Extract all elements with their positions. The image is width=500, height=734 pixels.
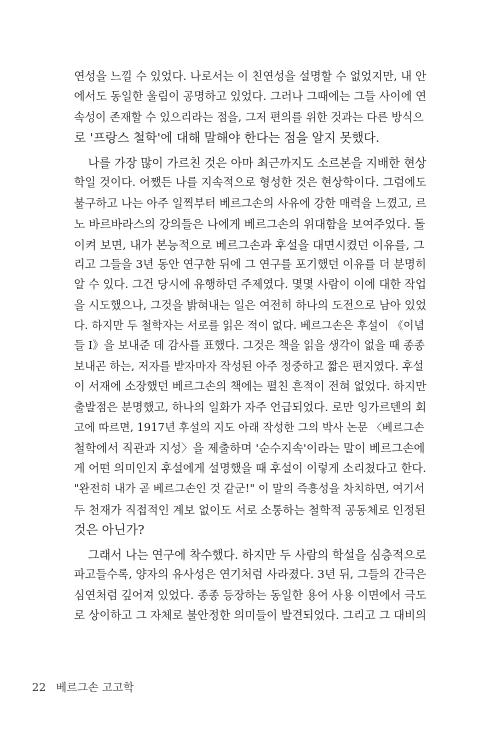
text-line: 학일 것이다. 어쨌든 나를 지속적으로 형성한 것은 현상학이다. 그럼에도	[74, 176, 427, 190]
text-line: 리고 그들을 3년 동안 연구한 뒤에 그 연구를 포기했던 이유를 더 분명히	[74, 257, 427, 271]
text-line: 다. 하지만 두 철학자는 서로를 읽은 적이 없다. 베르그손은 후설이 《이념	[74, 319, 425, 333]
text-line: 게 어떤 의미인지 후설에게 설명했을 때 후설이 이렇게 소리쳤다고 한다.	[74, 461, 427, 475]
text-line: 파고들수록, 양자의 유사성은 연기처럼 사라졌다. 3년 뒤, 그들의 간극은	[74, 568, 427, 582]
book-title: 베르그손 고고학	[56, 681, 134, 694]
paragraph-3	[74, 545, 426, 627]
paragraph-1	[74, 67, 426, 149]
text-line: 고에 따르면, 1917년 후설의 지도 아래 작성한 그의 박사 논문 〈베르그손	[74, 421, 425, 435]
text-line: 이 서재에 소장했던 베르그손의 책에는 펼친 흔적이 전혀 없었다. 하지만	[74, 380, 427, 394]
page-footer	[32, 681, 134, 695]
text-line: 두 천재가 직접적인 계보 없이도 서로 소통하는 철학적 공동체로 인정된	[74, 502, 426, 517]
text-line: "완전히 내가 곧 베르그손인 것 같군!" 이 말의 즉흥성을 차치하면, 여기서	[74, 482, 425, 496]
text-line: 심연처럼 깊어져 있었다. 종종 등장하는 동일한 용어 사용 이면에서 극도	[74, 588, 427, 602]
paragraph-2	[74, 153, 426, 540]
text-line: 로 '프랑스 철학'에 대해 말해야 한다는 점을 알지 못했다.	[74, 130, 380, 146]
page-body	[74, 67, 426, 626]
text-line: 보내곤 하는, 저자를 받자마자 작성된 아주 정중하고 짧은 편지였다. 후설	[74, 359, 424, 373]
text-line: 나를 가장 많이 가르친 것은 아마 최근까지도 소르본을 지배한 현상	[88, 155, 427, 170]
text-line: 그래서 나는 연구에 착수했다. 하지만 두 사람의 학설을 심층적으로	[88, 547, 427, 562]
text-line: 철학에서 직관과 지성〉을 제출하며 '순수지속'이라는 말이 베르그손에	[74, 441, 425, 456]
text-line: 불구하고 나는 아주 일찍부터 베르그손의 사유에 강한 매력을 느꼈고, 르	[74, 196, 427, 210]
page-number: 22	[32, 681, 46, 694]
text-line: 에서도 동일한 울림이 공명하고 있었다. 그러나 그때에는 그들 사이에 연	[74, 90, 427, 104]
text-line: 노 바르바라스의 강의들은 나에게 베르그손의 위대함을 보여주었다. 돌	[74, 217, 426, 232]
text-line: 을 시도했으나, 그것을 밝혀내는 일은 여전히 하나의 도전으로 남아 있었	[74, 298, 427, 312]
text-line: 들 I》을 보내준 데 감사를 표했다. 그것은 책을 읽을 생각이 없을 때 종종	[74, 339, 425, 353]
text-line: 연성을 느낄 수 있었다. 나로서는 이 친연성을 설명할 수 없었지만, 내 안	[74, 70, 427, 83]
text-line: 것은 아닌가?	[74, 521, 145, 537]
text-line: 이켜 보면, 내가 본능적으로 베르그손과 후설을 대면시켰던 이유를, 그	[74, 237, 425, 252]
text-line: 알 수 있다. 그건 당시에 유행하던 주제였다. 몇몇 사람이 이에 대한 작업	[74, 278, 427, 292]
text-line: 출발점은 분명했고, 하나의 일화가 자주 언급되었다. 로만 잉가르덴의 회	[74, 400, 427, 414]
text-line: 속성이 존재할 수 있으리라는 점을, 그저 편의를 위한 것과는 다른 방식으	[74, 110, 424, 124]
text-line: 로 상이하고 그 자체로 불안정한 의미들이 발견되었다. 그리고 그 대비의	[74, 608, 427, 622]
